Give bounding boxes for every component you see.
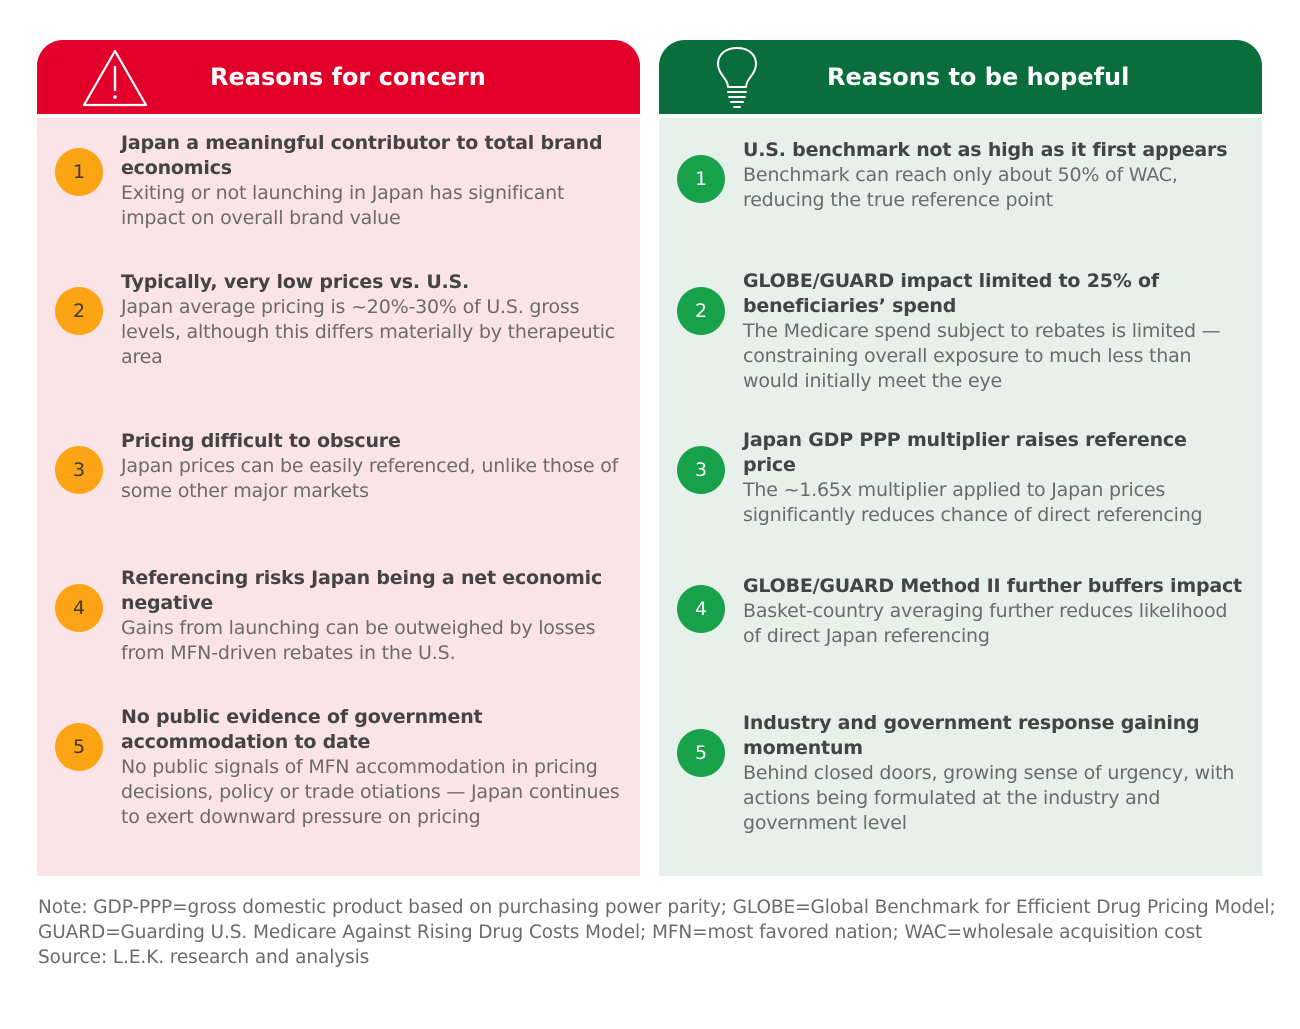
item-text <box>743 138 1244 213</box>
warning-triangle-icon <box>81 48 149 108</box>
hopeful-panel <box>659 40 1262 876</box>
number-badge: 3 <box>55 446 103 494</box>
item-text <box>121 131 622 231</box>
hopeful-body <box>659 118 1262 876</box>
item-title: No public evidence of government accommodation to date <box>121 706 483 753</box>
item-title: Industry and government response gaining momentum <box>743 712 1200 759</box>
number-badge: 4 <box>55 584 103 632</box>
concern-title: Reasons for concern <box>210 63 486 91</box>
number-badge: 4 <box>677 585 725 633</box>
item-body: Basket-country averaging further reduces likelihood of direct Japan referencing <box>743 600 1228 647</box>
item-title: Japan GDP PPP multiplier raises reference price <box>743 429 1187 476</box>
item-text <box>121 566 622 666</box>
item-text <box>121 705 622 830</box>
hopeful-title: Reasons to be hopeful <box>827 63 1130 91</box>
item-text <box>743 428 1244 528</box>
item-title: GLOBE/GUARD impact limited to 25% of beneficiaries’ spend <box>743 270 1159 317</box>
concern-panel <box>37 40 640 876</box>
item-body: Japan average pricing is ~20%-30% of U.S. gross levels, although this differs materially by therapeutic area <box>121 296 616 368</box>
item-body: The Medicare spend subject to rebates is limited — constraining overall exposure to much less than would initially meet the eye <box>743 320 1221 392</box>
item-title: Referencing risks Japan being a net economic negative <box>121 567 603 614</box>
item-body: No public signals of MFN accommodation in pricing decisions, policy or trade otiations — Japan continues to exert downward pressure on pricing <box>121 756 620 828</box>
item-text <box>121 270 622 370</box>
item-body: Exiting or not launching in Japan has significant impact on overall brand value <box>121 182 565 229</box>
concern-header <box>37 40 640 114</box>
footnote-source: Source: L.E.K. research and analysis <box>38 947 370 968</box>
footnote <box>38 895 1282 970</box>
item-title: U.S. benchmark not as high as it first appears <box>743 139 1228 161</box>
item-title: Pricing difficult to obscure <box>121 430 401 452</box>
item-body: Japan prices can be easily referenced, unlike those of some other major markets <box>121 455 619 502</box>
number-badge: 1 <box>677 155 725 203</box>
number-badge: 5 <box>677 729 725 777</box>
number-badge: 5 <box>55 723 103 771</box>
item-body: Behind closed doors, growing sense of urgency, with actions being formulated at the industry and government level <box>743 762 1235 834</box>
number-badge: 1 <box>55 148 103 196</box>
concern-body <box>37 118 640 876</box>
number-badge: 2 <box>55 287 103 335</box>
item-text <box>121 429 622 504</box>
item-text <box>743 711 1244 836</box>
number-badge: 2 <box>677 287 725 335</box>
lightbulb-icon <box>715 46 759 110</box>
item-text <box>743 574 1244 649</box>
hopeful-header <box>659 40 1262 114</box>
footnote-note: Note: GDP-PPP=gross domestic product based on purchasing power parity; GLOBE=Global Benchmark for Efficient Drug Pricing Model; GUARD=Guarding U.S. Medicare Against Rising Drug Costs Model; MFN=most favored nation; WAC=wholesale acquisition cost <box>38 897 1282 943</box>
item-text <box>743 269 1244 394</box>
item-title: Typically, very low prices vs. U.S. <box>121 271 470 293</box>
item-body: Benchmark can reach only about 50% of WAC, reducing the true reference point <box>743 164 1178 211</box>
item-body: The ~1.65x multiplier applied to Japan prices significantly reduces chance of direct referencing <box>743 479 1203 526</box>
item-title: GLOBE/GUARD Method II further buffers impact <box>743 575 1242 597</box>
item-title: Japan a meaningful contributor to total brand economics <box>121 132 603 179</box>
number-badge: 3 <box>677 446 725 494</box>
item-body: Gains from launching can be outweighed by losses from MFN-driven rebates in the U.S. <box>121 617 596 664</box>
